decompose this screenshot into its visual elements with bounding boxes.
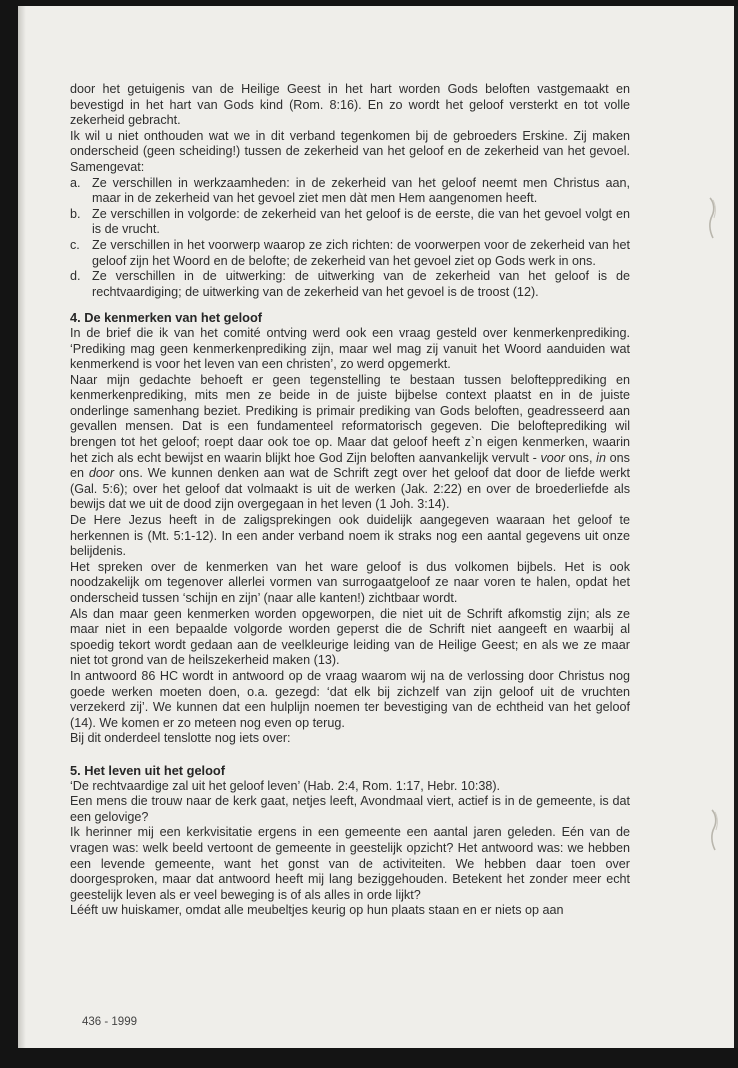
list-item-letter: c. [70,237,80,252]
section-5-paragraph-4: Lééft uw huiskamer, omdat alle meubeltjes keurig op hun plaats staan en er niets op aan [70,903,564,918]
list-item-letter: b. [70,206,81,221]
list-item-text: Ze verschillen in het voorwerp waarop ze zich richten: de voorwerpen voor de zekerheid van het geloof zijn het Woord en de belofte; de zekerheid van het gevoel ziet op Gods werk in ons. [92,237,630,268]
text-run: ons. We kunnen denken aan wat de Schrift zegt over het geloof dat door de liefde werkt (Gal. 5:6); over het geloof dat volmaakt is uit de werken (Jak. 2:22) en over de broederliefde als bewijs dat we uit de dood zijn overgegaan in het leven (1 Joh. 3:14). [70,466,630,512]
binding-clip-mark [706,196,718,240]
section-5-paragraph-3: Ik herinner mij een kerkvisitatie ergens in een gemeente een aantal jaren geleden. Eén van de vragen was: welk beeld vertoont de gemeente in geestelijk opzicht? Het antwoord was: we hebben een levende gemeente, want het gonst van de activiteiten. We hebben daar toen over doorgesproken, maar dat antwoord heeft mij lang beziggehouden. Betekent het zonder meer echt geestelijk leven als er veel beweging is of als alles in orde lijkt? [70,825,630,902]
intro-paragraph-1: door het getuigenis van de Heilige Geest in het hart worden Gods beloften vastgemaakt en bevestigd in het hart van Gods kind (Rom. 8:16). En zo wordt het geloof versterkt en tot volle zekerheid gebracht. [70,82,630,128]
erskine-distinctions-list [70,176,630,301]
page-number: 436 - 1999 [82,1016,137,1028]
clip-mark-shape [706,196,718,240]
list-item-letter: d. [70,269,81,284]
section-5-paragraph-1: ‘De rechtvaardige zal uit het geloof leven’ (Hab. 2:4, Rom. 1:17, Hebr. 10:38). [70,778,501,793]
section-5-paragraph-2: Een mens die trouw naar de kerk gaat, netjes leeft, Avondmaal viert, actief is in de gemeente, is dat een gelovige? [70,794,630,824]
section-4-paragraph-6: In antwoord 86 HC wordt in antwoord op de vraag waarom wij na de verlossing door Christus nog goede werken moeten doen, o.a. gezegd: ‘dat elk bij zichzelf van zijn geloof uit de vruchten verzekerd zij’. We kunnen dat een hulplijn noemen ter bevestiging van de echtheid van het geloof (14). We komen er zo meteen nog even op terug. [70,668,630,730]
section-4-heading: 4. De kenmerken van het geloof [70,310,263,326]
list-item-letter: a. [70,175,81,190]
list-item [70,238,630,269]
scan-border-bottom [18,1048,738,1068]
section-4-paragraph-1: In de brief die ik van het comité ontving werd ook een vraag gesteld over kenmerkenprediking. ‘Prediking mag geen kenmerkenprediking zijn, maar wel mag zij vanuit het Woord aanduiden wat kenmerkend is voor het leven van een christen’, zo werd opgemerkt. [70,325,630,372]
intro-paragraph-2: Ik wil u niet onthouden wat we in dit verband tegenkomen bij de gebroeders Erskine. Zij maken onderscheid (geen scheiding!) tussen de zekerheid van het geloof en de zekerheid van het gevoel. Samengevat: [70,128,630,174]
list-item-text: Ze verschillen in volgorde: de zekerheid van het geloof is de eerste, die van het gevoel volgt en is de vrucht. [92,206,630,237]
text-run: ons, [564,450,597,465]
emphasis-in: in [596,450,606,465]
page-edge-shadow [18,6,26,1064]
text-run: Naar mijn gedachte behoeft er geen tegenstelling te bestaan tussen beloftepprediking en kenmerkenprediking, mits men ze beide in de juiste bijbelse context plaatst en in de juiste onderlinge samenhang beziet. Prediking is primair prediking van Gods beloften, geadresseerd aan gevallen mensen. Dat is een fundamenteel reformatorisch gegeven. Die belofteprediking wil brengen tot het geloof; roept daar ook toe op. Maar dat geloof heeft z`n eigen kenmerken, waarin het zich als echt bewijst en waarin blijkt hoe God Zijn beloften aanvankelijk vervult - [70,372,630,465]
scan-border-left [0,0,18,1068]
list-item [70,269,630,300]
section-4-paragraph-7: Bij dit onderdeel tenslotte nog iets over: [70,731,291,746]
text-run: ons en [70,450,630,481]
emphasis-door: door [88,466,115,481]
list-item [70,207,630,238]
section-4-paragraph-5: Als dan maar geen kenmerken worden opgeworpen, die niet uit de Schrift afkomstig zijn; als ze maar niet in een bepaalde volgorde worden geperst die de Schrift niet aangeeft en waarbij al spoedig tekort wordt gedaan aan de veelkleurige leiding van de Heilige Geest; en als we ze maar niet tot grond van de heilszekerheid maken (13). [70,606,630,668]
list-item [70,176,630,207]
section-5-heading: 5. Het leven uit het geloof [70,762,226,778]
list-item-text: Ze verschillen in de uitwerking: de uitwerking van de zekerheid van het geloof is de rechtvaardiging; de uitwerking van de zekerheid van het gevoel is de troost (12). [92,269,630,299]
section-4-paragraph-2 [70,373,630,513]
page-body [70,82,630,919]
binding-clip-mark [708,808,720,852]
emphasis-voor: voor [540,450,565,465]
section-4-paragraph-4: Het spreken over de kenmerken van het ware geloof is dus volkomen bijbels. Het is ook noodzakelijk om tegenover allerlei vormen van surrogaatgeloof ze naar voren te halen, opdat het onderscheid tussen ‘schijn en zijn’ (naar alle kanten!) zichtbaar wordt. [70,559,630,605]
list-item-text: Ze verschillen in werkzaamheden: in de zekerheid van het geloof neemt men Christus aan, maar in de zekerheid van het gevoel ziet men dàt men Hem aangenomen heeft. [92,175,630,206]
section-4-paragraph-3: De Here Jezus heeft in de zaligsprekingen ook duidelijk aangegeven waaraan het geloof te herkennen is (Mt. 5:1-12). In een ander verband noem ik straks nog een aantal gegevens uit onze belijdenis. [70,513,630,559]
clip-mark-shape [708,808,720,852]
